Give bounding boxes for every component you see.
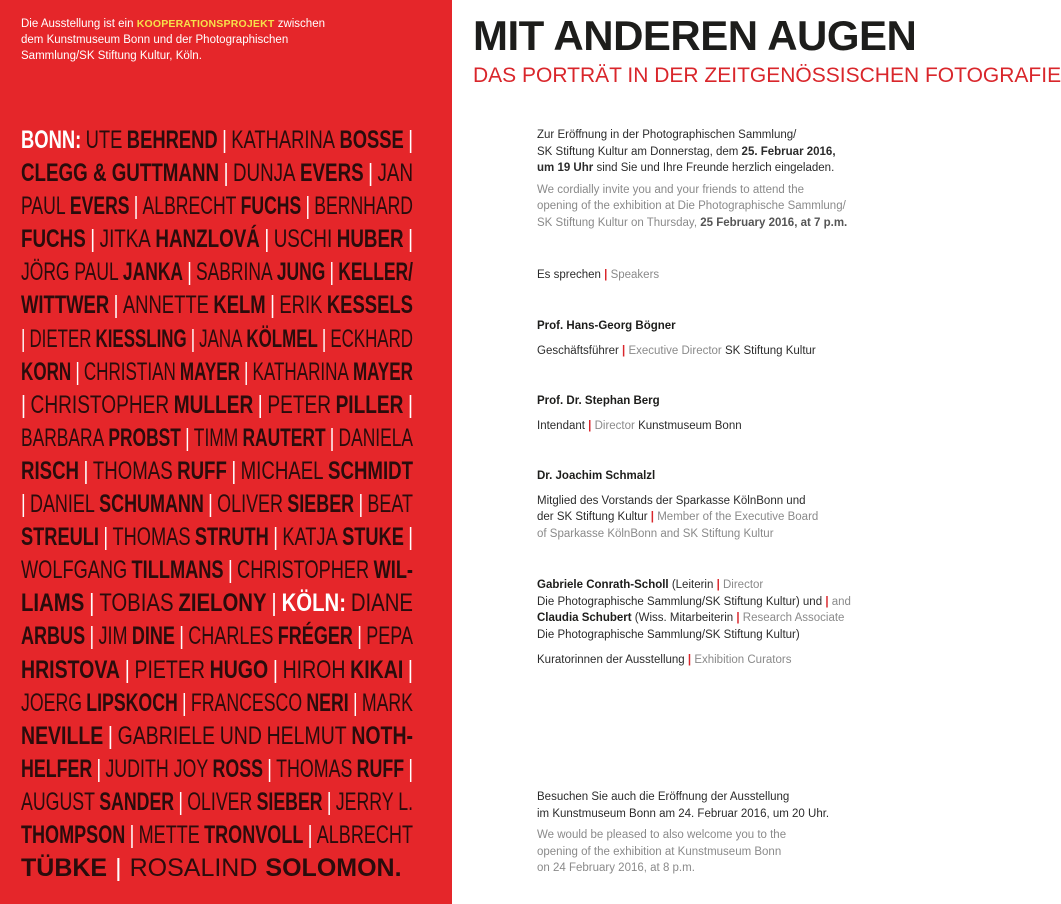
artist-firstname: DANIELA bbox=[338, 423, 413, 452]
invite-time: um 19 Uhr bbox=[537, 162, 594, 174]
separator: | bbox=[650, 511, 655, 523]
artist-surname: KÖLMEL bbox=[246, 324, 318, 353]
curator-role-en: Research Associate bbox=[739, 612, 845, 624]
artist-surname: HANZLOVÁ bbox=[155, 225, 260, 254]
artist-surname: ROSS bbox=[212, 754, 264, 783]
artist-surname: MULLER bbox=[173, 390, 254, 419]
artist-surname: FUCHS bbox=[21, 225, 86, 254]
artist-line bbox=[21, 190, 413, 223]
artist-firstname: PAUL bbox=[21, 192, 66, 221]
role-en: of Sparkasse KölnBonn and SK Stiftung Kultur bbox=[537, 527, 774, 540]
artist-surname: CLEGG & GUTTMANN bbox=[21, 159, 220, 188]
artist-firstname: ALBRECHT bbox=[142, 192, 237, 221]
artist-firstname: GABRIELE bbox=[117, 721, 216, 750]
role-en: Member of the Executive Board bbox=[657, 511, 819, 523]
speakers-heading-de: Es sprechen bbox=[537, 269, 601, 281]
artist-surname: BOSSE bbox=[339, 126, 404, 154]
artist-line bbox=[21, 521, 413, 554]
invitation-text bbox=[537, 127, 887, 231]
artist-firstname: JOERG bbox=[21, 688, 83, 717]
separator: | bbox=[185, 423, 190, 452]
coop-text: dem Kunstmuseum Bonn und der Photographischen bbox=[21, 34, 289, 46]
separator: | bbox=[129, 820, 135, 849]
separator: | bbox=[408, 754, 413, 783]
speaker-role bbox=[537, 418, 887, 435]
separator: | bbox=[321, 324, 327, 353]
curator-1 bbox=[537, 577, 887, 610]
artist-firstname: DIETER bbox=[29, 324, 92, 353]
artist-firstname: UTE bbox=[85, 126, 123, 154]
invite-date-en: 25 February 2016, at 7 p.m. bbox=[700, 216, 848, 229]
separator: | bbox=[604, 269, 608, 281]
artist-surname: EVERS bbox=[69, 192, 130, 221]
separator: | bbox=[223, 159, 229, 188]
separator: | bbox=[75, 357, 80, 386]
separator: | bbox=[368, 159, 374, 188]
artist-surname: HUBER bbox=[336, 225, 404, 254]
invite-line: We cordially invite you and your friends to attend the bbox=[537, 183, 804, 196]
invite-line: Zur Eröffnung in der Photographischen Sammlung/ bbox=[537, 129, 797, 141]
speaker-1 bbox=[537, 318, 887, 359]
artist-line bbox=[21, 654, 413, 687]
separator: | bbox=[358, 490, 364, 519]
artist-surname: SIEBER bbox=[256, 787, 323, 816]
artist-firstname: TOBIAS bbox=[99, 589, 174, 618]
artist-firstname: JUDITH JOY bbox=[105, 754, 209, 783]
curator-org: Die Photographische Sammlung/SK Stiftung Kultur) und bbox=[537, 595, 826, 608]
city-label: BONN: bbox=[21, 126, 82, 154]
coop-highlight: KOOPERATIONSPROJEKT bbox=[136, 18, 275, 30]
separator: | bbox=[357, 622, 362, 651]
artist-surname: ARBUS bbox=[21, 622, 86, 651]
artist-firstname: PEPA bbox=[366, 622, 413, 651]
artist-firstname: BEAT bbox=[367, 490, 413, 519]
artist-surname: EVERS bbox=[300, 159, 364, 188]
invite-date: 25. Februar 2016, bbox=[741, 145, 836, 158]
separator: | bbox=[227, 556, 233, 585]
visit-line: im Kunstmuseum Bonn am 24. Februar 2016, um 20 Uhr. bbox=[537, 807, 830, 820]
artist-firstname: JANA bbox=[199, 324, 243, 353]
artist-surname: NOTH- bbox=[351, 721, 413, 750]
artist-line bbox=[21, 819, 413, 852]
artist-surname: HUGO bbox=[209, 655, 269, 684]
artist-firstname: THOMAS bbox=[276, 754, 353, 783]
artist-surname: SCHUMANN bbox=[99, 490, 204, 519]
separator: | bbox=[326, 787, 332, 816]
role-de: der SK Stiftung Kultur bbox=[537, 511, 648, 523]
artist-firstname: ANNETTE bbox=[122, 291, 209, 320]
curators-role-de: Kuratorinnen der Ausstellung bbox=[537, 654, 685, 666]
artist-firstname: OLIVER bbox=[187, 787, 253, 816]
artist-line bbox=[21, 554, 413, 587]
artist-surname: NEVILLE bbox=[21, 721, 104, 750]
artist-line bbox=[21, 289, 413, 322]
curator-role-de: (Leiterin bbox=[668, 579, 717, 591]
artist-firstname: ECKHARD bbox=[330, 324, 413, 353]
artist-line bbox=[21, 488, 413, 521]
role-en: Executive Director bbox=[628, 344, 722, 357]
separator: | bbox=[182, 688, 187, 717]
artist-surname: KESSELS bbox=[326, 291, 413, 320]
artist-surname: TILLMANS bbox=[131, 556, 224, 585]
visit-line: on 24 February 2016, at 8 p.m. bbox=[537, 862, 695, 874]
visit-note bbox=[537, 789, 887, 877]
artist-surname: KELLER/ bbox=[338, 258, 413, 287]
exhibition-title: MIT ANDEREN AUGEN bbox=[473, 12, 917, 59]
separator: | bbox=[107, 721, 113, 750]
curator-org: Die Photographische Sammlung/SK Stiftung Kultur) bbox=[537, 628, 800, 641]
artist-surname: FUCHS bbox=[240, 192, 302, 221]
visit-de bbox=[537, 789, 887, 822]
artist-surname: STUKE bbox=[342, 523, 404, 552]
artist-firstname: UND bbox=[219, 721, 262, 750]
separator: | bbox=[96, 754, 102, 783]
exhibition-subtitle: DAS PORTRÄT IN DER ZEITGENÖSSISCHEN FOTOGRAFIE bbox=[473, 64, 1061, 87]
artist-surname: MAYER bbox=[179, 357, 240, 386]
artist-surname: HELFER bbox=[21, 754, 93, 783]
artist-firstname: FRANCESCO bbox=[190, 688, 303, 717]
separator: | bbox=[305, 192, 311, 221]
artist-line bbox=[21, 256, 413, 289]
artist-firstname: MICHAEL bbox=[240, 456, 324, 485]
separator: | bbox=[329, 423, 335, 452]
artist-line bbox=[21, 323, 413, 356]
artist-firstname: KATHARINA bbox=[252, 357, 349, 386]
artist-surname: WITTWER bbox=[21, 291, 110, 320]
separator: | bbox=[736, 612, 740, 624]
artist-firstname: ALBRECHT bbox=[316, 820, 413, 849]
artist-surname: HRISTOVA bbox=[21, 655, 121, 684]
artist-surname: FRÉGER bbox=[277, 622, 353, 651]
curator-role-en: Director bbox=[719, 579, 764, 591]
separator: | bbox=[272, 655, 278, 684]
speaker-2 bbox=[537, 393, 887, 434]
artist-firstname: JITKA bbox=[99, 225, 151, 254]
separator: | bbox=[408, 390, 413, 419]
artist-line bbox=[21, 753, 413, 786]
artist-surname: RISCH bbox=[21, 456, 80, 485]
artist-line bbox=[21, 455, 413, 488]
curator-conj: and bbox=[828, 595, 851, 608]
artist-surname: DINE bbox=[131, 622, 175, 651]
artist-line bbox=[21, 422, 413, 455]
role-de: Intendant bbox=[537, 419, 585, 432]
artist-surname: TÜBKE bbox=[21, 854, 108, 883]
artist-firstname: CHRISTOPHER bbox=[237, 556, 370, 585]
artist-surname: BEHREND bbox=[126, 126, 218, 154]
visit-line: We would be pleased to also welcome you to the bbox=[537, 829, 787, 841]
separator: | bbox=[264, 225, 270, 254]
separator: | bbox=[90, 225, 96, 254]
speaker-org: Kunstmuseum Bonn bbox=[638, 419, 742, 432]
info-panel bbox=[452, 0, 1061, 904]
artist-firstname: ROSALIND bbox=[129, 854, 258, 883]
separator: | bbox=[133, 192, 139, 221]
separator: | bbox=[243, 357, 249, 386]
artist-surname: ZIELONY bbox=[178, 589, 267, 618]
speaker-3 bbox=[537, 468, 887, 542]
invite-line: sind Sie und Ihre Freunde herzlich eingeladen. bbox=[593, 162, 835, 174]
artist-surname: STRUTH bbox=[194, 523, 269, 552]
artist-firstname: WOLFGANG bbox=[21, 556, 128, 585]
artist-firstname: METTE bbox=[138, 820, 200, 849]
visit-en bbox=[537, 827, 887, 877]
separator: | bbox=[208, 490, 213, 519]
speakers-heading-en: Speakers bbox=[610, 269, 660, 281]
artist-surname: KIKAI bbox=[350, 655, 404, 684]
artist-line bbox=[21, 620, 413, 653]
artist-firstname: AUGUST bbox=[21, 787, 95, 816]
separator: | bbox=[329, 258, 335, 287]
visit-line: opening of the exhibition at Kunstmuseum Bonn bbox=[537, 845, 782, 858]
artist-firstname: THOMAS bbox=[92, 456, 173, 485]
separator: | bbox=[271, 589, 277, 618]
invite-line: opening of the exhibition at Die Photographische Sammlung/ bbox=[537, 200, 846, 212]
curators-role-en: Exhibition Curators bbox=[694, 654, 792, 666]
artist-surname: RUFF bbox=[356, 754, 405, 783]
artist-line bbox=[21, 157, 413, 190]
invite-line: SK Stiftung Kultur am Donnerstag, dem bbox=[537, 145, 742, 158]
separator: | bbox=[687, 654, 692, 666]
artist-firstname: OLIVER bbox=[217, 490, 283, 519]
artist-line bbox=[21, 720, 413, 753]
artist-surname: MAYER bbox=[352, 357, 413, 386]
city-label: KÖLN: bbox=[281, 589, 346, 618]
separator: | bbox=[408, 523, 413, 552]
artist-line bbox=[21, 786, 413, 819]
artist-surname: JUNG bbox=[276, 258, 326, 287]
separator: | bbox=[267, 754, 272, 783]
separator: | bbox=[352, 688, 358, 717]
separator: | bbox=[257, 390, 263, 419]
artist-firstname: JAN bbox=[377, 159, 413, 188]
separator: | bbox=[716, 579, 720, 591]
curator-name: Gabriele Conrath-Scholl bbox=[537, 579, 669, 591]
artist-firstname: SABRINA bbox=[195, 258, 273, 287]
separator: | bbox=[588, 419, 592, 432]
invite-line: SK Stiftung Kultur on Thursday, bbox=[537, 216, 701, 229]
artist-surname: SOLOMON. bbox=[265, 854, 402, 883]
speaker-name: Prof. Dr. Stephan Berg bbox=[537, 395, 660, 407]
separator: | bbox=[187, 258, 192, 287]
separator: | bbox=[273, 523, 278, 552]
separator: | bbox=[179, 622, 184, 651]
artist-firstname: THOMAS bbox=[112, 523, 191, 552]
artist-line bbox=[21, 389, 413, 422]
separator: | bbox=[407, 655, 413, 684]
speakers-heading bbox=[537, 267, 887, 284]
coop-text: zwischen bbox=[274, 18, 325, 30]
artist-surname: LIAMS bbox=[21, 589, 85, 618]
artist-surname: SCHMIDT bbox=[328, 456, 413, 485]
artist-firstname: BERNHARD bbox=[314, 192, 413, 221]
speaker-org: SK Stiftung Kultur bbox=[724, 344, 816, 357]
artist-surname: TRONVOLL bbox=[204, 820, 304, 849]
coop-text: Sammlung/SK Stiftung Kultur, Köln. bbox=[21, 50, 202, 62]
artist-surname: PROBST bbox=[108, 423, 181, 452]
artist-firstname: PETER bbox=[267, 390, 331, 419]
artist-firstname: HELMUT bbox=[266, 721, 347, 750]
artist-firstname: KATHARINA bbox=[231, 126, 336, 154]
speaker-name: Prof. Hans-Georg Bögner bbox=[537, 320, 676, 332]
separator: | bbox=[307, 820, 313, 849]
invite-de bbox=[537, 127, 887, 177]
separator: | bbox=[190, 324, 196, 353]
artist-firstname: DUNJA bbox=[232, 159, 296, 188]
artist-firstname: HIROH bbox=[282, 655, 346, 684]
artist-line bbox=[21, 587, 413, 620]
speaker-name: Dr. Joachim Schmalzl bbox=[537, 470, 656, 482]
speaker-role bbox=[537, 343, 887, 360]
artist-firstname: USCHI bbox=[273, 225, 333, 254]
artist-surname: THOMPSON bbox=[21, 820, 126, 849]
separator: | bbox=[270, 291, 275, 320]
artist-firstname: DIANE bbox=[350, 589, 413, 618]
artist-firstname: KATJA bbox=[282, 523, 338, 552]
visit-line: Besuchen Sie auch die Eröffnung der Ausstellung bbox=[537, 791, 790, 803]
artist-surname: SIEBER bbox=[287, 490, 355, 519]
separator: | bbox=[178, 787, 183, 816]
curators bbox=[537, 577, 887, 669]
curator-role-de: (Wiss. Mitarbeiterin bbox=[631, 612, 737, 624]
separator: | bbox=[408, 126, 413, 154]
artist-surname: KELM bbox=[213, 291, 266, 320]
separator: | bbox=[103, 523, 109, 552]
artist-firstname: CHRISTIAN bbox=[83, 357, 176, 386]
artist-firstname: CHRISTOPHER bbox=[30, 390, 170, 419]
artist-line bbox=[21, 852, 413, 885]
separator: | bbox=[825, 595, 829, 608]
artist-surname: RAUTERT bbox=[242, 423, 326, 452]
artist-firstname: BARBARA bbox=[21, 423, 105, 452]
artist-surname: KORN bbox=[21, 357, 72, 386]
separator: | bbox=[124, 655, 130, 684]
separator: | bbox=[222, 126, 227, 154]
artist-surname: LIPSKOCH bbox=[86, 688, 178, 717]
separator: | bbox=[89, 622, 95, 651]
artist-surname: WIL- bbox=[373, 556, 413, 585]
artist-firstname: MARK bbox=[361, 688, 413, 717]
artist-surname: PILLER bbox=[335, 390, 404, 419]
separator: | bbox=[115, 854, 122, 883]
separator: | bbox=[113, 291, 119, 320]
curator-name: Claudia Schubert bbox=[537, 612, 632, 624]
artist-surname: JANKA bbox=[122, 258, 184, 287]
cooperation-note bbox=[21, 16, 341, 64]
curators-role bbox=[537, 652, 887, 669]
artist-surname: KIESSLING bbox=[95, 324, 187, 353]
artist-surname: RUFF bbox=[177, 456, 227, 485]
role-de: Mitglied des Vorstands der Sparkasse KölnBonn und bbox=[537, 494, 806, 507]
artist-firstname: PIETER bbox=[134, 655, 205, 684]
separator: | bbox=[21, 324, 26, 353]
artist-list bbox=[21, 124, 416, 885]
artist-surname: NERI bbox=[306, 688, 349, 717]
artist-firstname: DANIEL bbox=[29, 490, 95, 519]
artist-panel bbox=[0, 0, 452, 904]
coop-text: Die Ausstellung ist ein bbox=[21, 18, 137, 30]
separator: | bbox=[408, 225, 413, 254]
artist-firstname: JÖRG PAUL bbox=[21, 258, 119, 287]
artist-firstname: JERRY L. bbox=[335, 787, 413, 816]
separator: | bbox=[21, 390, 26, 419]
role-de: Geschäftsführer bbox=[537, 344, 619, 357]
separator: | bbox=[89, 589, 95, 618]
artist-firstname: ERIK bbox=[279, 291, 323, 320]
separator: | bbox=[83, 456, 89, 485]
artist-surname: SANDER bbox=[99, 787, 175, 816]
artist-line bbox=[21, 687, 413, 720]
artist-surname: STREULI bbox=[21, 523, 100, 552]
invite-en bbox=[537, 182, 887, 232]
role-en: Director bbox=[594, 419, 635, 432]
speaker-role bbox=[537, 493, 887, 543]
artist-line bbox=[21, 223, 413, 256]
separator: | bbox=[622, 344, 626, 357]
artist-firstname: TIMM bbox=[193, 423, 239, 452]
artist-line bbox=[21, 356, 413, 389]
curator-2 bbox=[537, 610, 887, 643]
separator: | bbox=[231, 456, 237, 485]
separator: | bbox=[21, 490, 26, 519]
artist-firstname: CHARLES bbox=[188, 622, 274, 651]
artist-line bbox=[21, 124, 413, 157]
artist-firstname: JIM bbox=[98, 622, 128, 651]
